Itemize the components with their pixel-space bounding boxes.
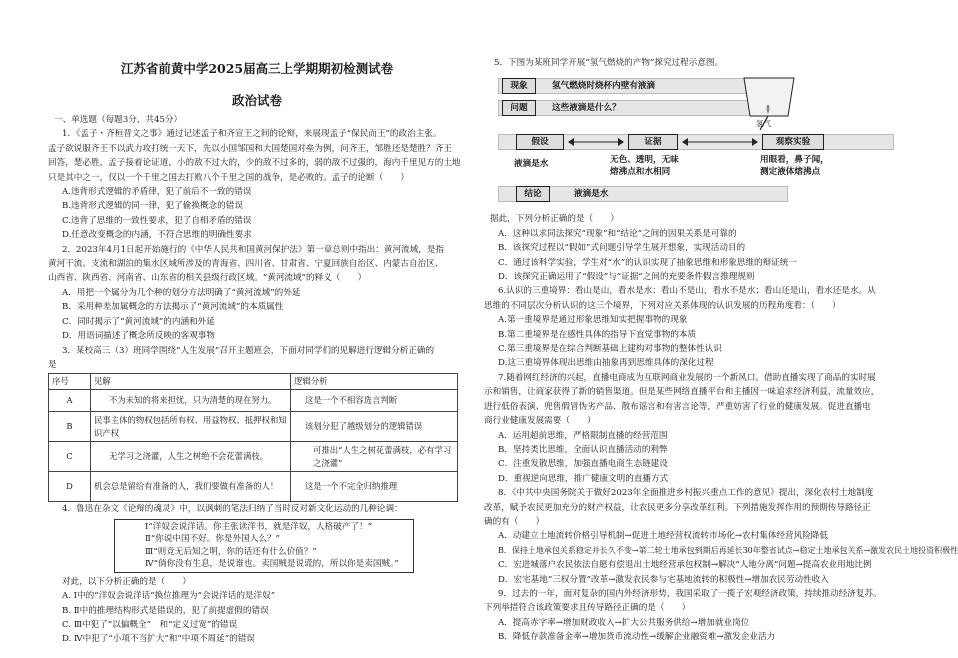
row-view: 机会总是留给有准备的人，我们要做有准备的人！ [91, 472, 291, 502]
q7-option-c[interactable]: C．注重发散思维，加强直播电商生态链建设 [498, 459, 668, 470]
q6-option-d[interactable]: D.这三重境界体现出思维由抽象再到思维具体的深化过程 [498, 358, 714, 369]
q5-diagram [498, 74, 918, 206]
exam-subtitle: 政治试卷 [231, 93, 282, 108]
q6-option-b[interactable]: B.第二重境界是在感性具体的指导下直觉事物的本质 [498, 329, 697, 340]
q6-option-a[interactable]: A.第一重境界是通过形象思维知实把握事物的现象 [498, 315, 688, 326]
q8-option-a[interactable]: A．动建立土地流转价格引导机制→促进土地经营权流转市场化→农村集体经营风险降低 [498, 531, 828, 542]
diagram-text-wenti: 这些液滴是什么？ [552, 103, 621, 114]
q4-quote: Ⅰ“洋奴会说洋话。你主张读洋书，就是洋奴，人格破产了！” [145, 521, 373, 532]
q9-line: 下列举措符合该政策要求且传导路径正确的是（ ） [484, 603, 691, 614]
q5-option-c[interactable]: C．通过该科学实验，学生对“水”的认识实现了抽象思维和形象思维的辩证统一 [498, 257, 797, 268]
table-header-row [49, 374, 458, 390]
q4-option-b[interactable]: B. Ⅱ中的推理结构形式是错误的，犯了前提虚假的错误 [62, 605, 269, 616]
q7-option-a[interactable]: A．运用超前思维，严格限制直播的经营范围 [498, 430, 668, 441]
q4-option-c[interactable]: C. Ⅲ中犯了“以偏概全” 和“定义过宽”的错误 [62, 619, 238, 630]
double-arrow-icon [566, 136, 626, 148]
q4-quote: Ⅳ“倘你没有生息，是说谁也。卖国贼是说谎的，所以你是卖国贼。” [145, 559, 399, 570]
row-id: C [49, 442, 91, 472]
q7-line: 进行低俗表演、兜售假冒伪劣产品、散布谣言和有害言论等，严重妨害了行业的健康发展。促进直播电 [484, 401, 871, 412]
q7-line: 7.随着网红经济的兴起，直播电商成为互联网商业发展的一个新风口。借助直播实现了商品的实时展 [498, 372, 876, 383]
q4-quote: Ⅲ“则竞无后知之明，你的话还有什么价值？” [145, 546, 317, 557]
q8-option-d[interactable]: D．宏宅基地“三权分置”改革→激发农民参与宅基地流转的积极性→增加农民劳动性收入 [498, 574, 829, 585]
row-view: 无学习之浇灌，人生之树绝不会花蕾满枝。 [91, 442, 291, 472]
row-view: 不为未知的将来担忧，只为清楚的现在努力。 [91, 390, 291, 412]
q3-line: 是 [48, 359, 57, 370]
q1-option-d[interactable]: D.任意改变概念的内涵，不符合思维的明确性要求 [62, 230, 252, 241]
q8-line: 改革，赋予农民更加充分的财产权益，让农民更多分享改革红利。下列措施发挥作用的预期传导路径正 [484, 502, 871, 513]
row-view: 民事主体的物权包括所有权、用益物权、抵押权和知识产权 [91, 412, 291, 442]
q6-line: 思维的不同层次分析认识的这三个境界，下列对应关系体现的认识发展的历程角度看：（ ） [484, 300, 841, 311]
question-1 [48, 127, 466, 242]
diagram-label-wenti: 问题 [502, 100, 536, 116]
q2-line: 黄河干流、支流和湖泊的集水区域所涉及的青海省、四川省、甘肃省、宁夏回族自治区、内蒙古自治区、 [48, 259, 444, 270]
q9-line: 9．过去的一年，面对复杂的国内外经济形势，我国采取了一揽子宏观经济政策，持续推动经济复苏。 [498, 588, 882, 599]
q4-quote: Ⅱ“你说中国不好。你是外国人么？” [145, 534, 280, 545]
q9-option-b[interactable]: B．降低存款准备金率→增加货币流动性→缓解企业融资难→激发企业活力 [498, 632, 776, 643]
q8-line: 8．《中共中央国务院关于做好2023年全面推进乡村振兴重点工作的意见》提出，深化农村土地制度 [498, 488, 874, 499]
q7-line: 示和销售，让商家获得了新的销售渠道。但是某些网络直播平台和主播因一味追求经济利益，流量效应， [484, 387, 880, 398]
q4-option-d[interactable]: D. Ⅳ中犯了“小项不当扩大”和“中项不周延”的错误 [62, 634, 255, 645]
q1-line: 回答，楚必胜，孟子接着论证道，小的敌不过大的，少的敌不过多的，弱的敌不过强的，海内千里见方的土地 [48, 158, 461, 169]
table-row[interactable] [49, 442, 458, 472]
q7-line: 商行业健康发展需要（ ） [484, 416, 596, 427]
table-header: 序号 [49, 374, 91, 390]
q2-option-d[interactable]: D．用语词描述了概念所反映的客观事物 [62, 331, 215, 342]
q5-option-a[interactable]: A．这种以求同法探究“现象”和“结论”之间的因果关系是可靠的 [498, 228, 737, 239]
question-7 [484, 371, 904, 486]
q4-option-a[interactable]: A. Ⅰ中的“洋奴会说洋话”换位推理为“会说洋话的是洋奴” [62, 591, 276, 602]
q6-line: 6.认识的三重境界：看山是山，看水是水；看山不是山，看水不是水；看山还是山，看水还是水。从 [498, 286, 876, 297]
q2-option-c[interactable]: C．同时揭示了“黄河流域”的内涵和外延 [62, 316, 215, 327]
diagram-text-jiashe: 液滴是水 [514, 159, 549, 170]
diagram-text-zhengju: 无色、透明，无味 熔沸点和水相同 [610, 155, 679, 178]
question-8 [484, 486, 958, 587]
question-6 [484, 284, 904, 370]
left-column [48, 0, 466, 647]
double-arrow-icon [680, 136, 760, 148]
diagram-text-jielun: 液滴是水 [574, 189, 609, 200]
q2-option-a[interactable]: A．用把一个属分为几个种的划分方法明确了“黄河流域”的外延 [62, 287, 301, 298]
diagram-label-qiqi: 氢气 [756, 119, 771, 129]
q1-option-b[interactable]: B.违背形式逻辑的同一律，犯了偷换概念的错误 [62, 201, 243, 212]
table-row[interactable] [49, 390, 458, 412]
table-row[interactable] [49, 472, 458, 502]
diagram-label-xianxiang: 现象 [502, 78, 536, 94]
diagram-text-xianxiang: 氢气燃烧时烧杯内壁有液滴 [552, 81, 656, 92]
row-id: B [49, 412, 91, 442]
q5-option-b[interactable]: B．该探究过程以“假如”式问题引导学生展开想象，实现活动目的 [498, 243, 746, 254]
question-3 [48, 344, 466, 503]
q2-line: 山西省、陕西省、河南省、山东省的相关县级行政区域。“黄河流域”的释义（ ） [48, 273, 367, 284]
q5-ask: 据此，下列分析正确的是（ ） [490, 214, 619, 225]
row-id: D [49, 472, 91, 502]
q5-line: 5．下图为某班同学开展“氢气燃烧的产物”探究过程示意图。 [494, 58, 724, 68]
diagram-label-jiashe: 假设 [516, 134, 564, 150]
question-2 [48, 243, 466, 344]
q1-line: 只是其中之一，仅以一个千里之国去打败八个千里之国的战争，是必败的。孟子的论断（ ） [48, 172, 409, 183]
q6-option-c[interactable]: C.第三重境界是在综合判断基础上建构对事物的整体性认识 [498, 344, 722, 355]
q8-line: 确的有（ ） [484, 516, 545, 527]
q4-quote-box [114, 519, 414, 573]
q8-option-c[interactable]: C．宏进城落户农民依法自愿有偿退出土地经营承包权制→解决“人地分离”问题→提高农业用地比例 [498, 560, 872, 571]
q4-line: 4．鲁迅在杂文《论辩的魂灵》中，以讽刺的笔法归纳了当时反对新文化运动的几种论调： [62, 504, 403, 515]
q7-option-d[interactable]: D．重视逆向思维，推广健康文明的直播方式 [498, 473, 669, 484]
row-analysis: 这是一个不相容选言判断 [291, 390, 458, 412]
diagram-label-jielun: 结论 [516, 186, 550, 202]
q1-line: 孟子欲说服齐王不以武力攻打统一天下，先以小国邹国和大国楚国对垒为例，问齐王，邹胜还是楚胜？齐王 [48, 143, 452, 154]
q5-option-d[interactable]: D．该探究正确运用了“假设”与“证据”之间的充要条件假言推理规则 [498, 272, 755, 283]
exam-title: 江苏省前黄中学2025届高三上学期期初检测试卷 [120, 61, 394, 76]
q7-option-b[interactable]: B．坚持类比思维，全面认识直播活动的利弊 [498, 444, 668, 455]
q1-option-c[interactable]: C.违背了思维的一致性要求，犯了自相矛盾的错误 [62, 215, 252, 226]
q2-option-b[interactable]: B．采用种差加属概念的方法揭示了“黄河流域”的本质属性 [62, 302, 284, 313]
row-analysis: 可推出“人生之树花蕾满枝，必有学习之浇灌” [291, 442, 458, 472]
diagram-label-zhengju: 证据 [628, 134, 678, 150]
row-id: A [49, 390, 91, 412]
q3-line: 3．某校高三（3）班同学围绕“人生发展”召开主题班会，下面对同学们的见解进行逻辑分析正确的 [62, 345, 435, 356]
table-row[interactable] [49, 412, 458, 442]
q3-table [48, 373, 458, 502]
section-heading: 一、单选题（每题3分，共45分） [54, 115, 183, 125]
question-5 [484, 212, 904, 284]
right-column [484, 0, 958, 645]
q2-line: 2．2023年4月1日起开始施行的《中华人民共和国黄河保护法》第一章总则中指出：黄河流域，是指 [62, 244, 445, 255]
row-analysis: 该划分犯了越级划分的逻辑错误 [291, 412, 458, 442]
q1-option-a[interactable]: A.违背形式逻辑的矛盾律，犯了前后不一致的错误 [62, 187, 252, 198]
question-4 [48, 502, 466, 646]
table-header: 见解 [91, 374, 291, 390]
row-analysis: 这是一个不完全归纳推理 [291, 472, 458, 502]
q1-line: 1．《孟子・齐桓晋文之事》通过记述孟子和齐宣王之间的论辩，来展现孟子“保民而王”的政治主张。 [62, 129, 442, 140]
table-header: 逻辑分析 [291, 374, 458, 390]
question-9 [484, 587, 904, 645]
diagram-label-guancha: 观察实验 [762, 134, 824, 150]
q9-option-a[interactable]: A．提高赤字率→增加财政收入→扩大公共服务供给→增加就业岗位 [498, 617, 750, 628]
q8-option-b[interactable]: B．保持土地承包关系稳定并长久不变→第二轮土地承包到期后再延长30年整省试点→稳定土地承包关系→激发农民土地投资积极性 [498, 545, 958, 555]
diagram-text-guancha: 用眼看，鼻子闻， 测定液体熔沸点 [760, 155, 829, 178]
q4-ask: 对此，以下分析正确的是（ ） [62, 576, 191, 587]
